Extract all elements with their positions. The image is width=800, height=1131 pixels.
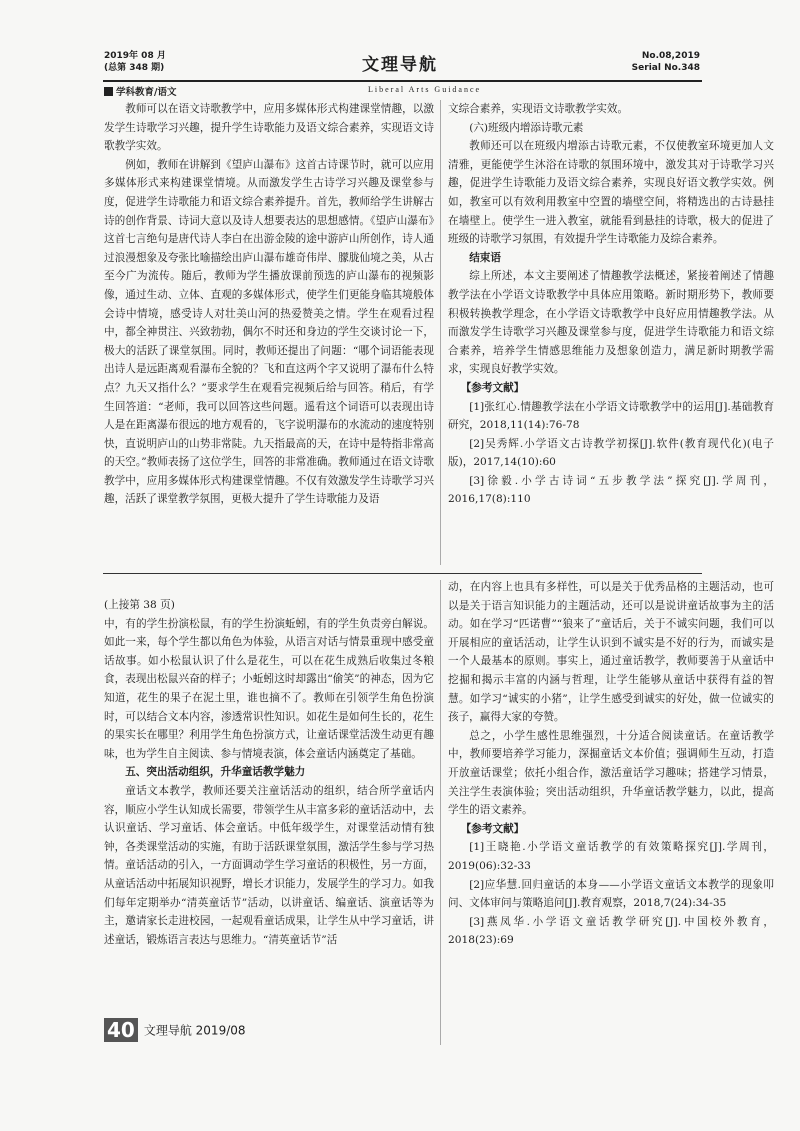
serial-number: Serial No.348 [631,63,700,73]
lower-left-column [104,596,434,949]
reference-item: [1]张红心.情趣教学法在小学语文诗歌教学中的运用[J].基础教育研究，2018,11(14):76-78 [448,400,774,432]
upper-left-column [104,100,434,509]
reference-item: [1]王晓艳.小学语文童话教学的有效策略探究[J].学周刊，2019(06):32-33 [448,841,774,872]
journal-title: 文理导航 [362,55,438,75]
paragraph: 中，有的学生扮演松鼠，有的学生扮演蚯蚓，有的学生负责旁白解说。如此一来，每个学生都以角色为体验，从语言对话与情景重现中感受童话故事。如小松鼠认识了什么是花生，可以在花生成熟后收集过冬粮食，表现出松鼠兴奋的样子；小蚯蚓这时却露出“偷笑”的神态，因为它知道，花生的果子在泥土里，谁也摘不了。教师在引领学生角色扮演时，可以结合文本内容，渗透常识性知识。如花生是如何生长的，花生的果实长在哪里？利用学生角色扮演方式，让童话课堂活泼生动更有趣味，也为学生自主阅读、参与情境表演，体会童话内涵奠定了基础。 [104,617,434,760]
references-heading: 【参考文献】 [460,822,525,835]
reference-item: [2]应华慧.回归童话的本身——小学语文童话文本教学的现象叩问、文体审问与策略追问[J].教育观察，2018,7(24):34-35 [448,878,774,910]
brand-english: Liberal Arts Guidance [368,85,482,94]
lower-right-column [448,578,774,950]
serial-info [632,50,700,74]
subheading: (六)班级内增添诗歌元素 [469,121,584,134]
issue-date: 2019年 08 月 [104,51,166,61]
footer-text: 文理导航 2019/08 [143,1023,246,1038]
conclusion-heading: 结束语 [469,251,501,264]
continuation-note: (上接第 38 页) [104,599,175,611]
paragraph: 综上所述，本文主要阐述了情趣教学法概述，紧接着阐述了情趣教学法在小学语文诗歌教学中具体应用策略。新时期形势下，教师要积极转换教学理念，在小学语文诗歌教学中良好应用情趣教学法。从而激发学生诗歌学习兴趣及课堂参与度，促进学生诗歌能力和语文综合素养，培养学生情感思维能力及想象创造力，满足新时期教学需求，实现良好教学实效。 [448,270,774,376]
section-label [104,84,176,98]
subheading: 五、突出活动组织，升华童话教学魅力 [125,766,306,779]
references-heading: 【参考文献】 [460,381,525,394]
header-rule [103,80,702,82]
paragraph: 例如，教师在讲解到《望庐山瀑布》这首古诗课节时，就可以应用多媒体形式来构建课堂情境。从而激发学生古诗学习兴趣及课堂参与度，促进学生诗歌能力和语文综合素养提升。首先，教师给学生讲解古诗的创作背景、诗词大意以及诗人想要表达的思想感情。《望庐山瀑布》这首七言绝句是唐代诗人李白在出游金陵的途中游庐山所创作，诗人通过浪漫想象及夸张比喻描绘出庐山瀑布雄奇伟岸、朦胧仙境之美，从古至今广为流传。随后，教师为学生播放课前预选的庐山瀑布的视频影像，通过生动、立体、直观的多媒体形式，使学生们更能身临其境般体会诗中情境，感受诗人对壮美山河的热爱赞美之情。学生在观看过程中，都全神贯注、兴致勃勃，偶尔不时还和身边的学生交谈讨论一下，极大的活跃了课堂氛围。同时，教师还提出了问题：“哪个词语能表现出诗人是远距离观看瀑布全貌的？飞和直这两个字又说明了瀑布什么特点？九天又指什么？”要求学生在观看完视频后给与回答。稍后，有学生回答道：“老师，我可以回答这些问题。遥看这个词语可以表现出诗人是在距离瀑布很远的地方观看的，飞字说明瀑布的水流动的速度特别快，直说明庐山的山势非常陡。九天指最高的天，在诗中是特指非常高的天空。”教师表扬了这位学生，回答的非常准确。教师通过在语文诗歌教学中，应用多媒体形式构建课堂情趣。不仅有效激发学生诗歌学习兴趣，活跃了课堂教学氛围，更极大提升了学生诗歌能力及语 [104,158,434,506]
column-divider [440,100,441,565]
paragraph: 教师还可以在班级内增添古诗歌元素，不仅使教室环境更加人文清雅，更能使学生沐浴在诗歌的氛围环境中，激发其对于诗歌学习兴趣，促进学生诗歌能力及语文综合素养，实现良好语文教学实效。例如，教室可以有效利用教室中空置的墙壁空间，将精选出的古诗悬挂在墙壁上。使学生一进入教室，就能看到悬挂的诗歌，极大的促进了班级的诗歌学习氛围，有效提升学生诗歌能力及综合素养。 [448,140,774,246]
paragraph: 教师可以在语文诗歌教学中，应用多媒体形式构建课堂情趣，以激发学生诗歌学习兴趣，提升学生诗歌能力及语文综合素养，实现语文诗歌教学实效。 [104,103,434,153]
reference-item: [2]吴秀辉.小学语文古诗教学初探[J].软件(教育现代化)(电子版)，2017,14(10):60 [448,437,774,469]
page-number: 40 [104,1018,138,1042]
paragraph: 童话文本教学，教师还要关注童话活动的组织，结合所学童话内容，顺应小学生认知成长需要，带领学生从丰富多彩的童话活动中，去认识童话、学习童话、体会童话。中低年级学生，对课堂活动情有独钟，各类课堂活动的实施，有助于活跃课堂氛围，激活学生参与学习热情。童话活动的引入，一方面调动学生学习童话的积极性，另一方面，从童话活动中拓展知识视野，增长才识能力，发展学生的学习力。如我们每年定期举办“清英童话节”活动，以讲童话、编童话、演童话等为主，邀请家长走进校园，一起观看童话成果，让学生从中学习童话，讲述童话，锻炼语言表达与思维力。“清英童话节”活 [104,784,434,946]
article-separator [103,573,702,574]
page-footer [104,1018,246,1042]
reference-item: [3]徐毅.小学古诗词“五步教学法”探究[J].学周刊，2016,17(8):110 [448,474,774,506]
paragraph: 总之，小学生感性思维强烈，十分适合阅读童话。在童话教学中，教师要培养学习能力，深掘童话文本价值；强调师生互动，打造开放童话课堂；依托小组合作，激活童话学习趣味；搭建学习情景，关注学生表演体验；突出活动组织，升华童话教学魅力，以此，提高学生的语文素养。 [448,729,774,817]
upper-right-column [448,100,774,509]
column-divider [440,580,441,1045]
paragraph: 文综合素养，实现语文诗歌教学实效。 [448,103,629,115]
issue-number: No.08,2019 [641,51,700,61]
section-label-text: 学科教育/语文 [116,87,177,98]
issue-total: (总第 348 期) [104,63,165,73]
square-bullet-icon [104,87,113,96]
reference-item: [3]燕凤华.小学语文童话教学研究[J].中国校外教育，2018(23):69 [448,915,774,947]
paragraph: 动，在内容上也具有多样性，可以是关于优秀品格的主题活动，也可以是关于语言知识能力的主题活动，还可以是说讲童话故事为主的活动。如在学习“匹诺曹”“狼来了”童话后，关于不诚实问题，我们可以开展相应的童话活动，让学生认识到不诚实是不好的行为，而诚实是一个人最基本的原则。事实上，通过童话教学，教师要善于从童话中挖掘和揭示丰富的内涵与哲理，让学生能够从童话中获得有益的智慧。如学习“诚实的小猪”，让学生感受到诚实的好处，做一位诚实的孩子，赢得大家的夸赞。 [448,581,774,724]
